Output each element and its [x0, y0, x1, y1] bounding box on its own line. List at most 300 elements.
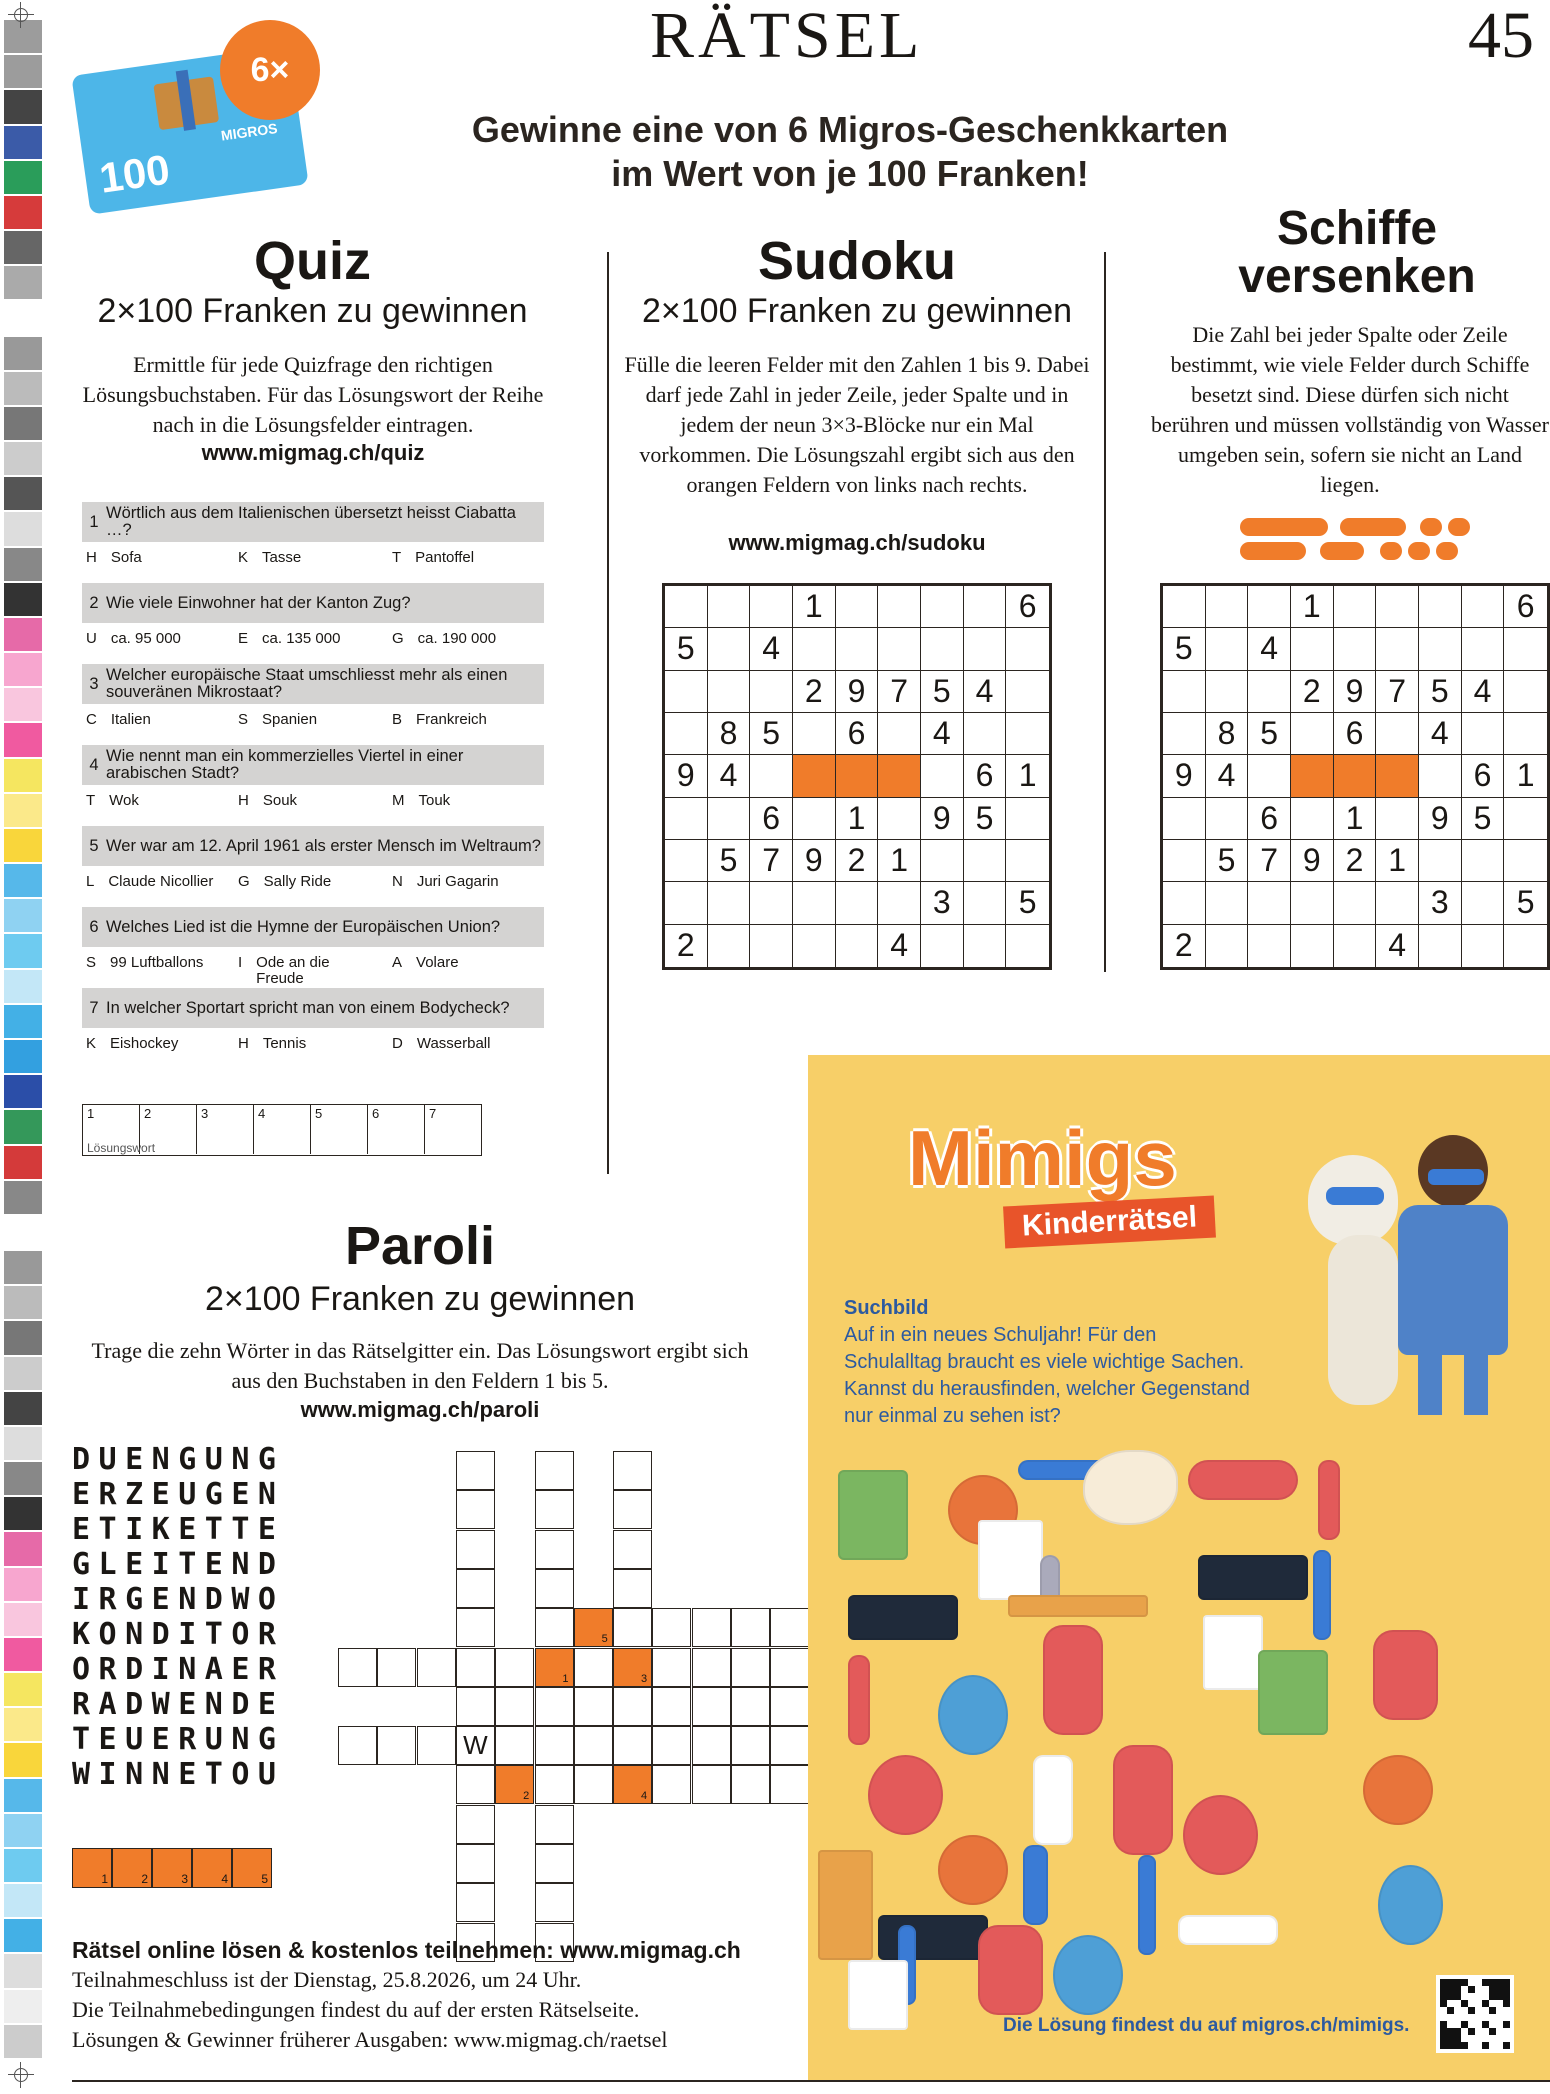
grid-cell[interactable]: 6 [1504, 586, 1547, 628]
grid-cell[interactable] [750, 586, 793, 628]
grid-cell[interactable]: 5 [921, 671, 964, 713]
crossword-cell[interactable] [495, 1765, 534, 1804]
answer-option[interactable]: T Wok [86, 792, 139, 809]
grid-cell[interactable] [1206, 586, 1249, 628]
grid-cell[interactable]: 6 [836, 713, 879, 755]
grid-cell[interactable]: 1 [1376, 840, 1419, 882]
grid-cell[interactable]: 4 [750, 628, 793, 670]
grid-cell[interactable]: 1 [1291, 586, 1334, 628]
answer-option[interactable]: K Tasse [238, 549, 302, 566]
crossword-cell[interactable] [456, 1490, 495, 1529]
grid-cell[interactable] [878, 713, 921, 755]
crossword-cell[interactable] [456, 1805, 495, 1844]
color-swatch [4, 759, 42, 792]
grid-cell[interactable] [964, 882, 1007, 924]
grid-cell[interactable] [1206, 628, 1249, 670]
grid-cell[interactable] [1376, 798, 1419, 840]
grid-cell[interactable]: 4 [878, 925, 921, 967]
grid-cell[interactable]: 2 [793, 671, 836, 713]
grid-cell[interactable] [1334, 755, 1377, 797]
grid-cell[interactable]: 6 [1006, 586, 1049, 628]
grid-cell[interactable] [1462, 628, 1505, 670]
grid-cell[interactable] [878, 798, 921, 840]
answer-option[interactable]: T Pantoffel [392, 549, 475, 566]
crossword-cell[interactable] [535, 1805, 574, 1844]
crossword-cell[interactable] [535, 1451, 574, 1490]
crossword-cell[interactable] [731, 1687, 770, 1726]
answer-option[interactable]: B Frankreich [392, 711, 487, 728]
grid-cell[interactable] [1006, 840, 1049, 882]
grid-cell[interactable]: 9 [1334, 671, 1377, 713]
answer-option[interactable]: S 99 Luftballons [86, 954, 204, 971]
answer-option[interactable]: E ca. 135 000 [238, 630, 341, 647]
grid-cell[interactable] [964, 713, 1007, 755]
grid-cell[interactable] [665, 713, 708, 755]
crossword-cell[interactable] [692, 1648, 731, 1687]
answer-option[interactable]: A Volare [392, 954, 459, 971]
grid-cell[interactable] [1334, 586, 1377, 628]
grid-cell[interactable] [1419, 925, 1462, 967]
grid-cell[interactable]: 5 [1504, 882, 1547, 924]
crossword-cell[interactable] [456, 1883, 495, 1922]
grid-cell[interactable]: 2 [1334, 840, 1377, 882]
crossword-cell[interactable] [535, 1844, 574, 1883]
grid-cell[interactable]: 5 [1163, 628, 1206, 670]
grid-cell[interactable] [1376, 586, 1419, 628]
color-swatch [4, 1286, 42, 1319]
grid-cell[interactable]: 4 [964, 671, 1007, 713]
grid-cell[interactable]: 7 [1248, 840, 1291, 882]
crossword-cell[interactable] [456, 1451, 495, 1490]
grid-cell[interactable] [1291, 755, 1334, 797]
grid-cell[interactable]: 7 [1376, 671, 1419, 713]
color-swatch [4, 618, 42, 651]
grid-cell[interactable] [1248, 925, 1291, 967]
crossword-cell[interactable] [535, 1687, 574, 1726]
answer-option[interactable]: K Eishockey [86, 1035, 179, 1052]
crossword-cell[interactable] [613, 1726, 652, 1765]
paroli-solution-boxes[interactable] [72, 1848, 272, 1888]
grid-cell[interactable]: 3 [921, 882, 964, 924]
solution-box[interactable]: 4 [192, 1848, 232, 1888]
color-swatch [4, 1497, 42, 1530]
grid-cell[interactable] [708, 586, 751, 628]
crossword-cell[interactable] [770, 1608, 809, 1647]
grid-cell[interactable] [964, 586, 1007, 628]
answer-option[interactable]: N Juri Gagarin [392, 873, 499, 890]
answer-option[interactable]: H Tennis [238, 1035, 307, 1052]
grid-cell[interactable] [1504, 628, 1547, 670]
answer-option[interactable]: L Claude Nicollier [86, 873, 214, 890]
crossword-cell[interactable] [692, 1687, 731, 1726]
crossword-cell[interactable] [652, 1726, 691, 1765]
grid-cell[interactable] [793, 798, 836, 840]
grid-cell[interactable] [1462, 925, 1505, 967]
quiz-url[interactable]: www.migmag.ch/quiz [201, 440, 425, 465]
crossword-cell[interactable] [377, 1726, 416, 1765]
color-swatch [4, 90, 42, 123]
crossword-cell[interactable] [731, 1648, 770, 1687]
crossword-cell[interactable] [574, 1608, 613, 1647]
crossword-cell[interactable] [338, 1648, 377, 1687]
question-number: 2 [89, 593, 99, 612]
grid-cell[interactable] [750, 671, 793, 713]
solution-box[interactable]: 5 [232, 1848, 272, 1888]
crossword-cell[interactable] [731, 1726, 770, 1765]
crossword-cell[interactable] [613, 1490, 652, 1529]
grid-cell[interactable] [1462, 840, 1505, 882]
crossword-cell[interactable] [495, 1648, 534, 1687]
grid-cell[interactable]: 5 [750, 713, 793, 755]
grid-cell[interactable] [1504, 671, 1547, 713]
color-swatch [4, 1568, 42, 1601]
crossword-cell[interactable] [456, 1844, 495, 1883]
grid-cell[interactable] [1006, 628, 1049, 670]
grid-cell[interactable] [1206, 925, 1249, 967]
grid-cell[interactable]: 5 [1248, 713, 1291, 755]
grid-cell[interactable] [1248, 882, 1291, 924]
answer-option[interactable]: C Italien [86, 711, 151, 728]
grid-cell[interactable] [1163, 671, 1206, 713]
answer-option[interactable]: M Touk [392, 792, 451, 809]
crossword-cell[interactable] [456, 1569, 495, 1608]
crossword-cell[interactable] [692, 1608, 731, 1647]
grid-cell[interactable] [793, 713, 836, 755]
crossword-cell[interactable] [613, 1648, 652, 1687]
crossword-cell[interactable] [417, 1648, 456, 1687]
grid-cell[interactable] [836, 882, 879, 924]
crossword-cell[interactable] [770, 1765, 809, 1804]
grid-cell[interactable] [1006, 925, 1049, 967]
grid-cell[interactable] [1206, 798, 1249, 840]
grid-cell[interactable] [1376, 755, 1419, 797]
grid-cell[interactable]: 6 [1248, 798, 1291, 840]
grid-cell[interactable]: 4 [708, 755, 751, 797]
crossword-cell[interactable] [535, 1726, 574, 1765]
question-number: 3 [89, 674, 99, 693]
crossword-cell[interactable] [495, 1726, 534, 1765]
grid-cell[interactable] [921, 840, 964, 882]
kids-text [844, 1295, 1254, 1430]
crossword-cell[interactable] [535, 1490, 574, 1529]
grid-cell[interactable] [1248, 755, 1291, 797]
grid-cell[interactable] [836, 586, 879, 628]
column-divider [1104, 252, 1106, 972]
grid-cell[interactable] [665, 840, 708, 882]
grid-cell[interactable] [1163, 798, 1206, 840]
solution-box[interactable]: 6 [368, 1105, 425, 1154]
grid-cell[interactable] [1504, 925, 1547, 967]
grid-cell[interactable]: 4 [1376, 925, 1419, 967]
grid-cell[interactable]: 2 [1291, 671, 1334, 713]
grid-cell[interactable] [1006, 798, 1049, 840]
grid-cell[interactable] [708, 628, 751, 670]
grid-cell[interactable] [1334, 925, 1377, 967]
grid-cell[interactable] [1419, 755, 1462, 797]
grid-cell[interactable] [836, 925, 879, 967]
grid-cell[interactable] [793, 925, 836, 967]
ship-icon [1408, 542, 1430, 560]
solution-box[interactable]: 5 [311, 1105, 368, 1154]
crossword-cell[interactable] [770, 1648, 809, 1687]
grid-cell[interactable]: 6 [1462, 755, 1505, 797]
grid-cell[interactable]: 9 [836, 671, 879, 713]
grid-cell[interactable] [708, 798, 751, 840]
grid-cell[interactable] [708, 882, 751, 924]
cell-number: 4 [640, 1790, 648, 1803]
grid-cell[interactable]: 7 [878, 671, 921, 713]
qr-code-icon[interactable] [1436, 1975, 1514, 2053]
crossword-cell[interactable] [613, 1569, 652, 1608]
schiffe-grid[interactable] [1160, 583, 1550, 970]
crossword-cell[interactable] [652, 1687, 691, 1726]
grid-cell[interactable] [1006, 671, 1049, 713]
crossword-cell[interactable] [574, 1726, 613, 1765]
grid-cell[interactable]: 1 [836, 798, 879, 840]
grid-cell[interactable] [921, 586, 964, 628]
qr-module [1468, 2028, 1475, 2035]
grid-cell[interactable] [1291, 713, 1334, 755]
crossword-cell[interactable] [731, 1608, 770, 1647]
grid-cell[interactable] [793, 628, 836, 670]
grid-cell[interactable]: 4 [1206, 755, 1249, 797]
answer-option[interactable]: G Sally Ride [238, 873, 332, 890]
grid-cell[interactable] [964, 628, 1007, 670]
grid-cell[interactable]: 5 [1006, 882, 1049, 924]
quiz-intro: Ermittle für jede Quizfrage den richtigen Lösungsbuchstaben. Für das Lösungswort der Reihe nach in die Lösungsfelder eintragen. [82, 352, 544, 437]
grid-cell[interactable] [1206, 882, 1249, 924]
grid-cell[interactable] [1291, 882, 1334, 924]
grid-cell[interactable]: 1 [793, 586, 836, 628]
solution-box[interactable]: 2 [140, 1105, 197, 1154]
grid-cell[interactable] [665, 882, 708, 924]
paint-set-icon [1033, 1755, 1073, 1845]
answer-option[interactable]: H Sofa [86, 549, 142, 566]
solution-box[interactable]: 7 [425, 1105, 482, 1154]
grid-cell[interactable]: 5 [708, 840, 751, 882]
grid-cell[interactable] [921, 628, 964, 670]
answer-option[interactable]: G ca. 190 000 [392, 630, 497, 647]
grid-cell[interactable]: 7 [750, 840, 793, 882]
grid-cell[interactable] [665, 671, 708, 713]
crossword-cell[interactable] [613, 1530, 652, 1569]
grid-cell[interactable] [921, 755, 964, 797]
grid-cell[interactable] [1419, 586, 1462, 628]
crossword-cell[interactable] [377, 1648, 416, 1687]
qr-module [1482, 2042, 1489, 2049]
crossword-cell[interactable] [535, 1530, 574, 1569]
crossword-cell[interactable] [456, 1530, 495, 1569]
grid-cell[interactable]: 4 [1462, 671, 1505, 713]
qr-module [1482, 1979, 1489, 1986]
grid-cell[interactable]: 1 [1504, 755, 1547, 797]
grid-cell[interactable]: 4 [921, 713, 964, 755]
grid-cell[interactable] [665, 798, 708, 840]
color-swatch [4, 477, 42, 510]
quiz-question [82, 907, 544, 947]
grid-cell[interactable] [1504, 798, 1547, 840]
grid-cell[interactable]: 6 [1334, 713, 1377, 755]
crossword-cell[interactable] [535, 1648, 574, 1687]
grid-cell[interactable] [836, 755, 879, 797]
grid-cell[interactable] [793, 882, 836, 924]
grid-cell[interactable]: 9 [665, 755, 708, 797]
grid-cell[interactable] [1163, 713, 1206, 755]
grid-cell[interactable] [878, 755, 921, 797]
grid-cell[interactable] [1291, 798, 1334, 840]
sudoku-url[interactable]: www.migmag.ch/sudoku [728, 530, 986, 555]
grid-cell[interactable]: 6 [964, 755, 1007, 797]
answer-option[interactable]: U ca. 95 000 [86, 630, 181, 647]
crossword-cell[interactable] [456, 1608, 495, 1647]
grid-cell[interactable]: 9 [921, 798, 964, 840]
grid-cell[interactable] [708, 925, 751, 967]
answer-option[interactable]: D Wasserball [392, 1035, 491, 1052]
grid-cell[interactable] [750, 925, 793, 967]
crossword-cell[interactable] [338, 1726, 377, 1765]
paroli-url[interactable]: www.migmag.ch/paroli [300, 1397, 540, 1422]
grid-cell[interactable] [1334, 628, 1377, 670]
mimigs-logo: Mimigs [908, 1114, 1177, 1202]
crossword-cell[interactable] [613, 1687, 652, 1726]
quiz-solution-boxes[interactable] [82, 1104, 482, 1156]
crossword-cell[interactable] [613, 1451, 652, 1490]
grid-cell[interactable] [1291, 628, 1334, 670]
crossword-cell[interactable] [652, 1608, 691, 1647]
color-swatch [4, 1779, 42, 1812]
grid-cell[interactable]: 9 [793, 840, 836, 882]
crossword-cell[interactable] [574, 1687, 613, 1726]
grid-cell[interactable] [1163, 840, 1206, 882]
grid-cell[interactable]: 9 [1163, 755, 1206, 797]
grid-cell[interactable] [1419, 628, 1462, 670]
grid-cell[interactable] [1419, 840, 1462, 882]
crossword-cell[interactable] [652, 1648, 691, 1687]
grid-cell[interactable] [1376, 882, 1419, 924]
crossword-cell[interactable] [535, 1765, 574, 1804]
grid-cell[interactable]: 5 [665, 628, 708, 670]
grid-cell[interactable] [665, 586, 708, 628]
grid-cell[interactable]: 1 [1334, 798, 1377, 840]
solution-box[interactable]: 2 [112, 1848, 152, 1888]
solution-box[interactable]: 1 [72, 1848, 112, 1888]
grid-cell[interactable] [1248, 586, 1291, 628]
crossword-cell[interactable] [652, 1765, 691, 1804]
crossword-cell[interactable] [456, 1726, 495, 1765]
answer-option[interactable]: I Ode an die Freude [238, 954, 330, 987]
quiz-question [82, 988, 544, 1028]
crossword-cell[interactable] [535, 1569, 574, 1608]
crossword-cell[interactable] [574, 1648, 613, 1687]
grid-cell[interactable] [878, 628, 921, 670]
cell-number: 3 [640, 1672, 648, 1685]
grid-cell[interactable] [964, 925, 1007, 967]
crossword-cell[interactable] [535, 1883, 574, 1922]
crossword-cell[interactable] [456, 1765, 495, 1804]
grid-cell[interactable]: 6 [750, 798, 793, 840]
grid-cell[interactable] [1376, 713, 1419, 755]
grid-cell[interactable] [1504, 840, 1547, 882]
crossword-cell[interactable] [692, 1765, 731, 1804]
solution-box[interactable]: 4 [254, 1105, 311, 1154]
grid-cell[interactable] [878, 882, 921, 924]
solution-box[interactable]: 3 [152, 1848, 192, 1888]
grid-cell[interactable]: 2 [665, 925, 708, 967]
grid-cell[interactable]: 2 [836, 840, 879, 882]
grid-cell[interactable] [836, 628, 879, 670]
grid-cell[interactable] [1248, 671, 1291, 713]
grid-cell[interactable] [750, 882, 793, 924]
grid-cell[interactable]: 3 [1419, 882, 1462, 924]
grid-cell[interactable] [964, 840, 1007, 882]
grid-cell[interactable] [921, 925, 964, 967]
grid-cell[interactable] [1006, 713, 1049, 755]
crossword-cell[interactable] [417, 1726, 456, 1765]
grid-cell[interactable] [1462, 586, 1505, 628]
grid-cell[interactable]: 1 [1006, 755, 1049, 797]
grid-cell[interactable] [1334, 882, 1377, 924]
grid-cell[interactable] [1462, 713, 1505, 755]
grid-cell[interactable]: 4 [1419, 713, 1462, 755]
grid-cell[interactable]: 5 [1206, 840, 1249, 882]
qr-module [1503, 2000, 1510, 2007]
solution-box[interactable]: 1 [83, 1105, 140, 1154]
grid-cell[interactable]: 1 [878, 840, 921, 882]
crossword-cell[interactable] [535, 1608, 574, 1647]
grid-cell[interactable]: 9 [1419, 798, 1462, 840]
grid-cell[interactable]: 8 [1206, 713, 1249, 755]
grid-cell[interactable]: 5 [1462, 798, 1505, 840]
grid-cell[interactable] [1504, 713, 1547, 755]
grid-cell[interactable] [1206, 671, 1249, 713]
crossword-cell[interactable] [731, 1765, 770, 1804]
grid-cell[interactable] [708, 671, 751, 713]
paroli-word: DUENGUNG [72, 1442, 285, 1477]
color-swatch [4, 1216, 42, 1249]
grid-cell[interactable]: 4 [1248, 628, 1291, 670]
color-swatch [4, 301, 42, 334]
grid-cell[interactable]: 2 [1163, 925, 1206, 967]
answer-option[interactable]: H Souk [238, 792, 298, 809]
grid-cell[interactable] [793, 755, 836, 797]
crossword-cell[interactable] [613, 1608, 652, 1647]
preset-letter: W [463, 1730, 488, 1761]
sudoku-grid[interactable] [662, 583, 1052, 970]
crossword-cell[interactable] [613, 1765, 652, 1804]
grid-cell[interactable] [750, 755, 793, 797]
crossword-cell[interactable] [770, 1726, 809, 1765]
crossword-cell[interactable] [495, 1687, 534, 1726]
crossword-cell[interactable] [770, 1687, 809, 1726]
grid-cell[interactable] [1462, 882, 1505, 924]
crossword-cell[interactable] [456, 1648, 495, 1687]
crossword-cell[interactable] [456, 1687, 495, 1726]
grid-cell[interactable]: 8 [708, 713, 751, 755]
grid-cell[interactable]: 5 [964, 798, 1007, 840]
kids-solution: Die Lösung findest du auf migros.ch/mimigs. [1003, 2015, 1410, 2036]
crossword-cell[interactable] [574, 1765, 613, 1804]
grid-cell[interactable] [1163, 882, 1206, 924]
solution-box[interactable]: 3 [197, 1105, 254, 1154]
grid-cell[interactable]: 5 [1419, 671, 1462, 713]
grid-cell[interactable]: 9 [1291, 840, 1334, 882]
answer-option[interactable]: S Spanien [238, 711, 318, 728]
grid-cell[interactable] [1163, 586, 1206, 628]
crossword-cell[interactable] [692, 1726, 731, 1765]
grid-cell[interactable] [878, 586, 921, 628]
grid-cell[interactable] [1291, 925, 1334, 967]
grid-cell[interactable] [1376, 628, 1419, 670]
